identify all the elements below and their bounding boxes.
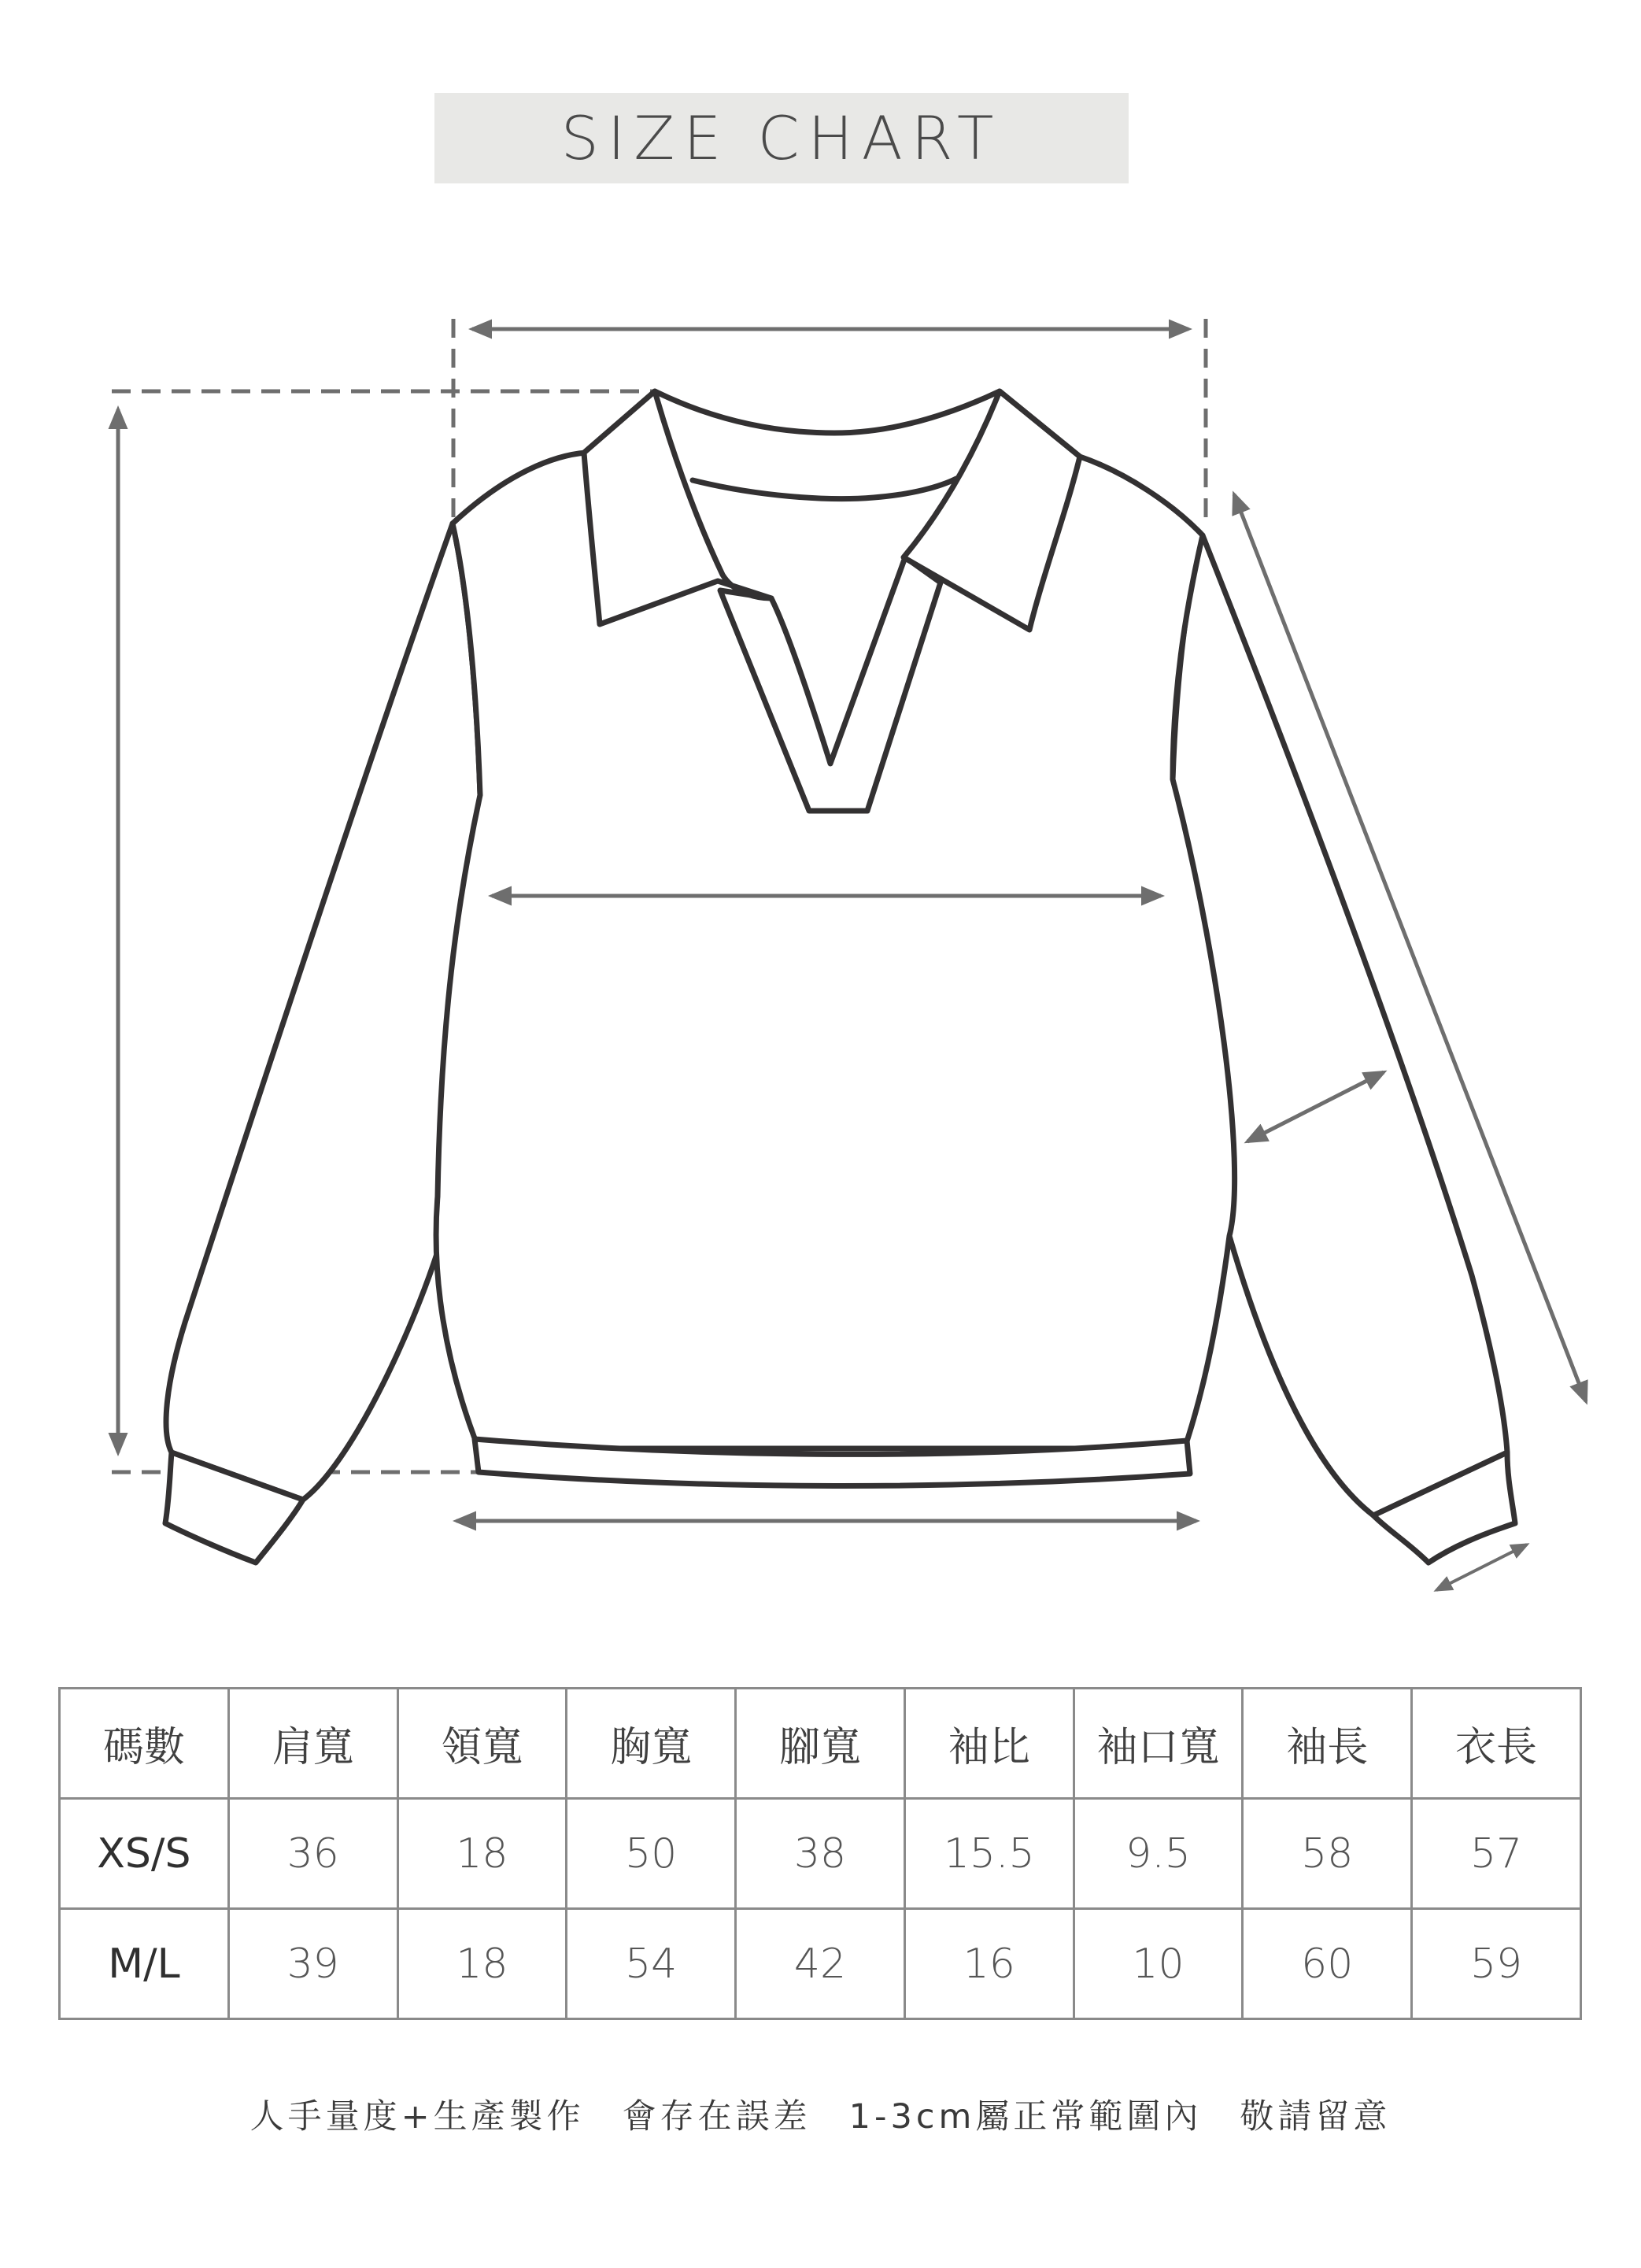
table-cell: 9.5 [1074, 1799, 1243, 1909]
table-cell: 60 [1243, 1909, 1412, 2019]
table-cell: 18 [397, 1799, 567, 1909]
header-size: 碼數 [60, 1689, 229, 1799]
header-body-length: 衣長 [1412, 1689, 1581, 1799]
body [436, 391, 1235, 1448]
header-neck-width: 領寬 [397, 1689, 567, 1799]
table-cell: 38 [736, 1799, 905, 1909]
header-shoulder-width: 肩寬 [228, 1689, 397, 1799]
size-table [58, 1687, 1582, 2020]
table-cell: 39 [228, 1909, 397, 2019]
measurement-disclaimer: 人手量度+生產製作 會存在誤差 1-3cm屬正常範圍內 敬請留意 [249, 2097, 1392, 2137]
table-cell: 15.5 [904, 1799, 1074, 1909]
table-cell: 57 [1412, 1799, 1581, 1909]
left-sleeve [166, 524, 480, 1500]
row-size-label: XS/S [60, 1799, 229, 1909]
table-cell: 50 [567, 1799, 736, 1909]
table-cell: 58 [1243, 1799, 1412, 1909]
sweater-outline [165, 391, 1515, 1563]
table-header-row [60, 1689, 1581, 1799]
table-cell: 18 [397, 1909, 567, 2019]
table-row [60, 1799, 1581, 1909]
header-chest-width: 胸寬 [567, 1689, 736, 1799]
table-cell: 42 [736, 1909, 905, 2019]
table-cell: 10 [1074, 1909, 1243, 2019]
header-bicep: 袖比 [904, 1689, 1074, 1799]
table-row [60, 1909, 1581, 2019]
table-cell: 36 [228, 1799, 397, 1909]
header-cuff-width: 袖口寬 [1074, 1689, 1243, 1799]
header-sleeve-length: 袖長 [1243, 1689, 1412, 1799]
header-hem-width: 腳寬 [736, 1689, 905, 1799]
row-size-label: M/L [60, 1909, 229, 2019]
page-title: SIZE CHART [560, 103, 1003, 173]
table-cell: 16 [904, 1909, 1074, 2019]
table-cell: 59 [1412, 1909, 1581, 2019]
table-cell: 54 [567, 1909, 736, 2019]
